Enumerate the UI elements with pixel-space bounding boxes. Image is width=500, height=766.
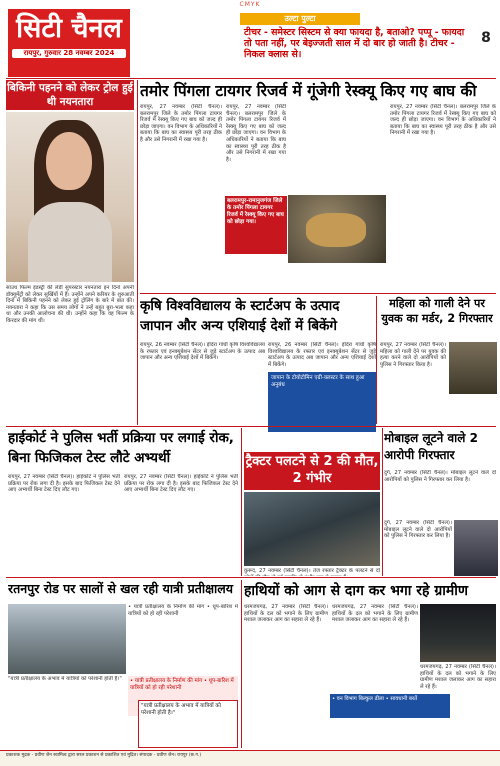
tiger-photo: [288, 195, 386, 263]
rail-body: • यात्री प्रतीक्षालय के निर्माण की मांग • धूप-बारिश में यात्रियों को हो रही परेशानी: [128, 604, 238, 617]
sidebar-headline[interactable]: बिकिनी पहनने को लेकर ट्रोल हुई थी नयनतारा: [7, 82, 133, 108]
tractor-headline[interactable]: ट्रैक्टर पलटने से 2 की मौत, 2 गंभीर: [244, 452, 380, 490]
tiger-body: रायपुर, 27 नवम्बर (सिटी चैनल)। बलरामपुर जिले के तमोर पिंगला टायगर रिजर्व में रेस्क्यू किए गए बाघ को जल्द ही छोड़ा जाएगा। वन विभाग के अधिकारियों ने बताया कि बाघ का स्वास्थ्य पूरी तरह ठीक है और उसे निगरानी में रखा गया है।: [390, 104, 496, 137]
accused-photo: [449, 342, 497, 394]
masthead: [8, 9, 130, 77]
krishi-body: रायपुर, 26 नवम्बर (सिटी चैनल)। इंदिरा गांधी कृषि विश्वविद्यालय के रफ्तार एवं इनक्यूबेशन सेंटर से जुड़े स्टार्टअप के उत्पाद अब जापान और अन्य एशियाई देशों में बिकेंगे।: [140, 342, 265, 362]
sidebar-body: साउथ फिल्म इंडस्ट्री की लेडी सुपरस्टार नयनतारा इन दिनों अपनी डॉक्यूमेंट्री को लेकर सुर्खियों में हैं। उन्होंने अपने करियर के शुरुआती दिनों में बिकिनी पहनने को लेकर हुई ट्रोलिंग के बारे में बात की। नयनतारा ने कहा कि उस समय लोगों ने उन्हें बहुत बुरा-भला कहा था और उनकी आलोचना की थी। उन्होंने कहा कि वह फिल्म के किरदार की मांग थी।: [6, 285, 134, 324]
tiger-body: रायपुर, 27 नवम्बर (सिटी चैनल)। बलरामपुर जिले के तमोर पिंगला टायगर रिजर्व में रेस्क्यू किए गए बाघ को जल्द ही छोड़ा जाएगा। वन विभाग के अधिकारियों ने बताया कि बाघ का स्वास्थ्य पूरी तरह ठीक है और उसे निगरानी में रखा गया है।: [226, 104, 286, 163]
section-title: सिटी चैनल: [16, 13, 122, 44]
mahila-headline[interactable]: महिला को गाली देने पर युवक का मर्डर, 2 गिरफ्तार: [381, 297, 493, 325]
elephant-body: धरमजयगढ़, 27 नवम्बर (सिटी चैनल)। हाथियों के दल को भगाने के लिए ग्रामीण मशाल जलाकर आग का सहारा ले रहे हैं।: [420, 664, 496, 690]
issue-date: रायपुर, गुरुवार 28 नवम्बर 2024: [12, 49, 126, 58]
rail-body: "यात्री प्रतीक्षालय के अभाव में यात्रियों को परेशानी होती है।": [8, 676, 122, 682]
tiger-body: रायपुर, 27 नवम्बर (सिटी चैनल)। बलरामपुर जिले के तमोर पिंगला टायगर रिजर्व में रेस्क्यू किए गए बाघ को जल्द ही छोड़ा जाएगा। वन विभाग के अधिकारियों ने बताया कि बाघ का स्वास्थ्य पूरी तरह ठीक है और उसे निगरानी में रखा गया है।: [140, 104, 222, 143]
ulta-pulta-tag: उल्टा पुल्टा: [240, 13, 360, 25]
divider: [6, 426, 496, 427]
ulta-pulta-joke: टीचर - समेस्टर सिस्टम से क्या फायदा है, बताओ? पप्पू - फायदा तो पता नहीं, पर बेइज्जती साल में दो बार हो जाती है। टीचर - निकल क्लास से।: [240, 25, 470, 77]
krishi-caption: जापान के टोयोटोमिन एग्री-क्लस्टर के साथ हुआ अनुबंध: [268, 372, 376, 432]
mahila-body: रायपुर, 27 नवम्बर (सिटी चैनल)। महिला को गाली देने पर युवक की हत्या करने वाले दो आरोपियों को पुलिस ने गिरफ्तार किया है।: [380, 342, 446, 368]
elephant-body: धरमजयगढ़, 27 नवम्बर (सिटी चैनल)। हाथियों के दल को भगाने के लिए ग्रामीण मशाल जलाकर आग का सहारा ले रहे हैं।: [244, 604, 328, 624]
highcourt-body: रायपुर, 27 नवम्बर (सिटी चैनल)। हाईकोर्ट ने पुलिस भर्ती प्रक्रिया पर रोक लगा दी है। इसके बाद फिजिकल टेस्ट देने आए अभ्यर्थी बिना टेस्ट दिए लौट गए।: [8, 474, 120, 494]
elephant-night-photo: [420, 604, 496, 662]
highcourt-body: रायपुर, 27 नवम्बर (सिटी चैनल)। हाईकोर्ट ने पुलिस भर्ती प्रक्रिया पर रोक लगा दी है। इसके बाद फिजिकल टेस्ट देने आए अभ्यर्थी बिना टेस्ट दिए लौट गए।: [124, 474, 238, 494]
elephant-headline[interactable]: हाथियों को आग से दाग कर भगा रहे ग्रामीण: [244, 583, 468, 599]
cmyk-marker: CMYK: [239, 1, 261, 8]
divider: [241, 428, 242, 576]
divider: [376, 296, 377, 424]
accused-photo: [454, 520, 498, 576]
divider: [140, 293, 496, 294]
krishi-headline[interactable]: कृषि विश्वविद्यालय के स्टार्टअप के उत्पाद जापान और अन्य एशियाई देशों में बिकेंगे: [140, 298, 340, 334]
elephant-bullets: • वन विभाग बिल्कुल ढीला • सावधानी बरतें: [330, 694, 450, 718]
mobile-body: दुर्ग, 27 नवम्बर (सिटी चैनल)। मोबाइल लूटने वाले दो आरोपियों को पुलिस ने गिरफ्तार कर लिया है।: [384, 470, 496, 483]
highcourt-headline[interactable]: हाईकोर्ट ने पुलिस भर्ती प्रक्रिया पर लगाई रोक, बिना फिजिकल टेस्ट लौटे अभ्यर्थी: [8, 430, 234, 466]
divider: [382, 428, 383, 576]
divider: [241, 580, 242, 748]
imprint-footer: प्रकाशक मुद्रक - प्रवीण जैन स्वामित्व द्वारा सरल प्रकाशन से प्रकाशित एवं मुद्रित। संपादक - प्रवीण जैन। रायपुर (छ.ग.): [0, 750, 500, 766]
divider: [137, 80, 138, 425]
tiger-headline[interactable]: तमोर पिंगला टायगर रिजर्व में गूंजेगी रेस्क्यू किए गए बाघ की: [140, 82, 477, 100]
page-number: 8: [481, 30, 491, 46]
divider: [6, 78, 496, 79]
station-photo: [8, 604, 126, 674]
actress-photo: [6, 112, 134, 282]
accident-photo: [244, 492, 380, 566]
tiger-caption: बलरामपुर-रामानुजगंज जिले के तमोर पिंगला टायगर रिजर्व में रेस्क्यू किए गए बाघ को छोड़ा गया।: [225, 196, 287, 254]
rail-headline[interactable]: रतनपुर रोड पर सालों से खल रही यात्री प्रतीक्षालय: [8, 581, 234, 596]
mobile-body: दुर्ग, 27 नवम्बर (सिटी चैनल)। मोबाइल लूटने वाले दो आरोपियों को पुलिस ने गिरफ्तार कर लिया है।: [384, 520, 452, 540]
mobile-headline[interactable]: मोबाइल लूटने वाले 2 आरोपी गिरफ्तार: [384, 431, 478, 462]
rail-quote: "यात्री प्रतीक्षालय के अभाव में यात्रियों को परेशानी होती है।": [138, 700, 238, 748]
rail-bullets: • यात्री प्रतीक्षालय के निर्माण की मांग • धूप-बारिश में यात्रियों को हो रही परेशानी: [128, 676, 238, 716]
krishi-body: रायपुर, 26 नवम्बर (सिटी चैनल)। इंदिरा गांधी कृषि विश्वविद्यालय के रफ्तार एवं इनक्यूबेशन सेंटर से जुड़े स्टार्टअप के उत्पाद अब जापान और अन्य एशियाई देशों में बिकेंगे।: [268, 342, 376, 368]
elephant-body: धरमजयगढ़, 27 नवम्बर (सिटी चैनल)। हाथियों के दल को भगाने के लिए ग्रामीण मशाल जलाकर आग का सहारा ले रहे हैं।: [332, 604, 418, 624]
tractor-body: कुरूद, 27 नवम्बर (सिटी चैनल)। तेज रफ्तार ट्रैक्टर के पलटने से दो: [244, 568, 380, 574]
